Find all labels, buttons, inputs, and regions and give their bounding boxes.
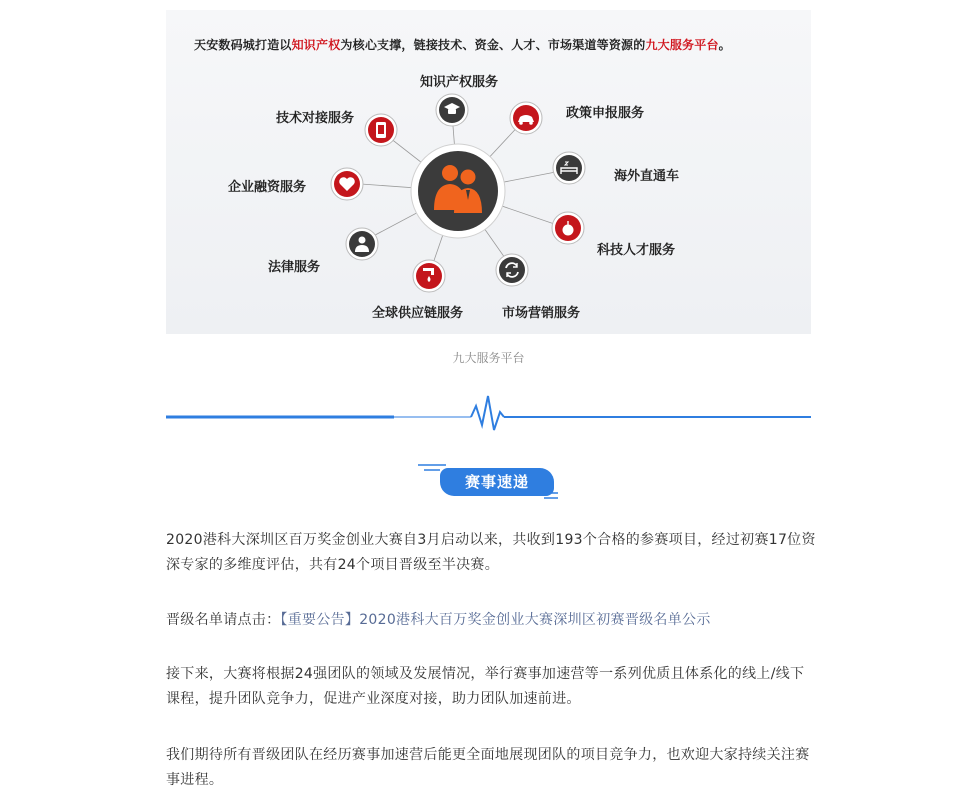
- label-talent-service: 科技人才服务: [597, 243, 676, 258]
- intro-text: 天安数码城打造以: [194, 38, 292, 52]
- label-policy-service: 政策申报服务: [566, 106, 645, 121]
- label-ip-service: 知识产权服务: [420, 75, 499, 90]
- service-platform-diagram: [166, 10, 811, 334]
- label-financing-service: 企业融资服务: [228, 180, 307, 195]
- node-marketing-service: [496, 254, 528, 286]
- phone-icon: [376, 122, 386, 138]
- label-tech-service: 技术对接服务: [276, 111, 355, 126]
- node-legal-service: [346, 228, 378, 260]
- node-supply-chain-service: [413, 260, 445, 292]
- article-paragraph-2: [166, 608, 816, 633]
- node-financing-service: [331, 168, 363, 200]
- label-marketing-service: 市场营销服务: [502, 306, 581, 321]
- article-paragraph-4: 我们期待所有晋级团队在经历赛事加速营后能更全面地展现团队的项目竞争力，也欢迎大家持续关注赛事进程。: [166, 747, 810, 788]
- paragraph-prefix: 晋级名单请点击：: [166, 612, 281, 628]
- node-tech-service: [365, 114, 397, 146]
- diagram-graphic: [166, 10, 811, 334]
- node-ip-service: [436, 94, 468, 126]
- intro-text: 。: [718, 38, 731, 52]
- section-tag-label: 赛事速递: [440, 468, 554, 496]
- node-talent-service: [552, 212, 584, 244]
- node-overseas-service: [553, 152, 585, 184]
- diagram-intro: [194, 36, 731, 53]
- center-hub: [411, 144, 505, 238]
- label-supply-chain-service: 全球供应链服务: [372, 306, 464, 321]
- announcement-link[interactable]: 【重要公告】2020港科大百万奖金创业大赛深圳区初赛晋级名单公示: [280, 612, 711, 628]
- heartbeat-divider: [166, 392, 811, 432]
- label-legal-service: 法律服务: [268, 260, 321, 275]
- intro-highlight-ip: 知识产权: [291, 38, 341, 52]
- intro-highlight-platform: 九大服务平台: [645, 38, 719, 52]
- node-policy-service: [510, 102, 542, 134]
- image-caption: 九大服务平台: [452, 351, 525, 365]
- intro-text: 为核心支撑，链接技术、资金、人才、市场渠道等资源的: [340, 38, 646, 52]
- article-paragraph-3: 接下来，大赛将根据24强团队的领域及发展情况，举行赛事加速营等一系列优质且体系化的线上/线下课程，提升团队竞争力，促进产业深度对接，助力团队加速前进。: [166, 666, 805, 707]
- article-paragraph-1: 2020港科大深圳区百万奖金创业大赛自3月启动以来，共收到193个合格的参赛项目，经过初赛17位资深专家的多维度评估，共有24个项目晋级至半决赛。: [166, 532, 816, 573]
- section-tag: [418, 462, 563, 502]
- label-overseas-service: 海外直通车: [614, 169, 680, 184]
